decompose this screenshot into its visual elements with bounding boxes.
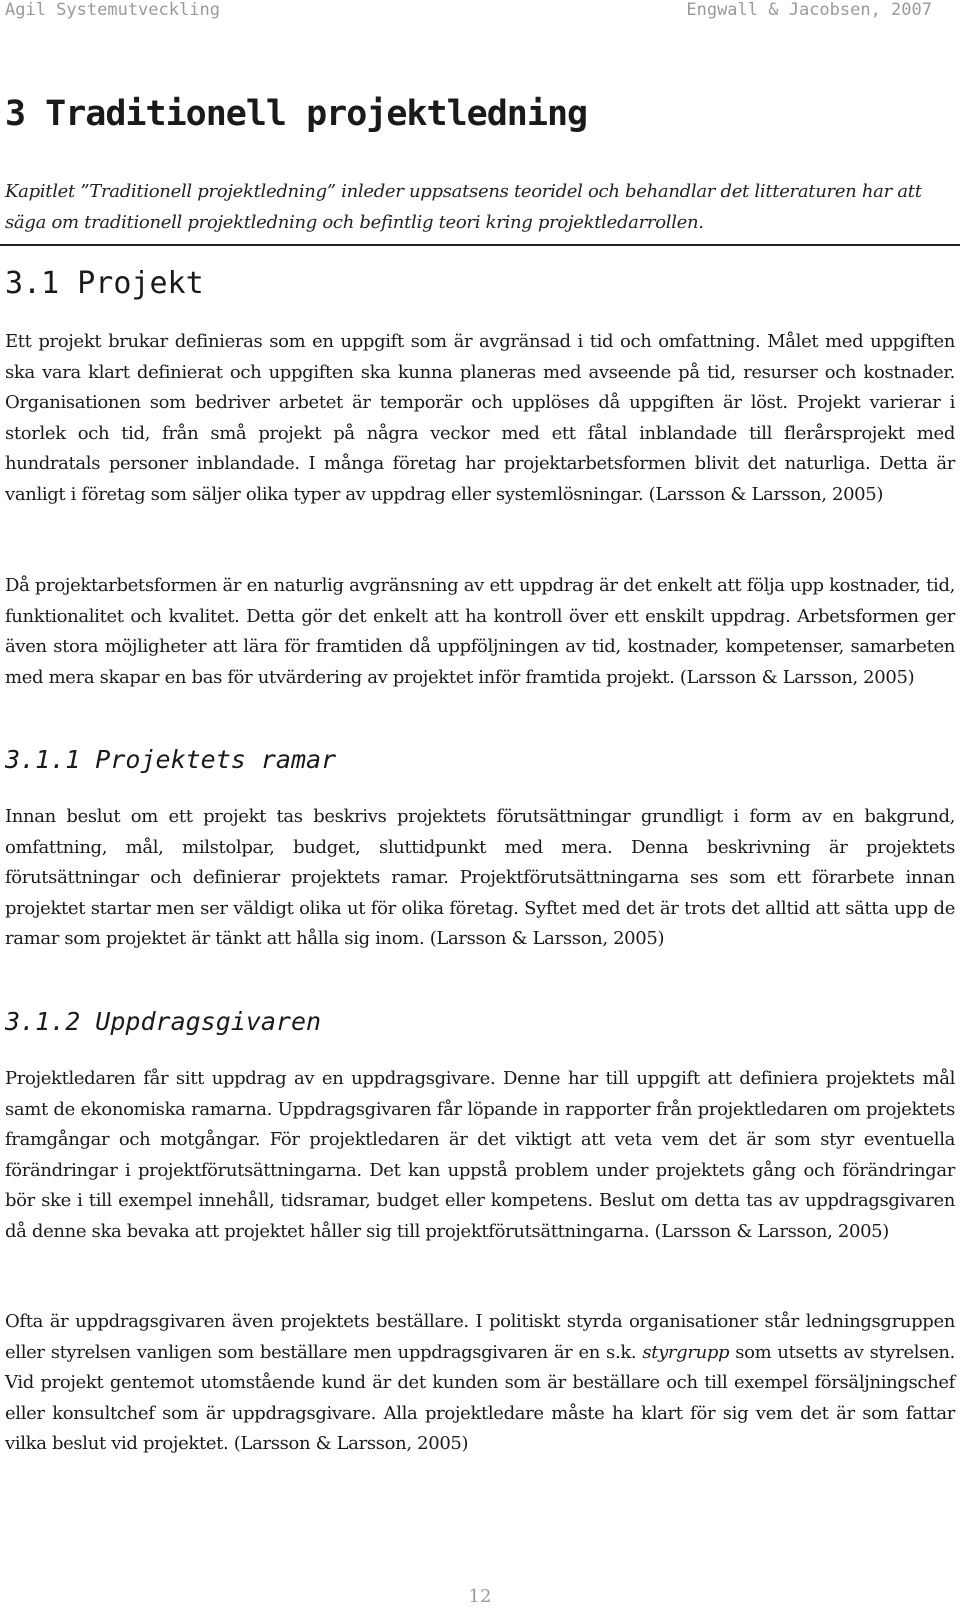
chapter-abstract: Kapitlet ”Traditionell projektledning” inleder uppsatsens teoridel och behandlar det litteraturen har att säga om traditionell projektledning och befintlig teori kring projektledarrollen.	[5, 181, 922, 233]
subsection-title-projektets-ramar: 3.1.1 Projektets ramar	[5, 745, 337, 774]
subsection-title-uppdragsgivaren: 3.1.2 Uppdragsgivaren	[5, 1007, 322, 1036]
paragraph-text: Ofta är uppdragsgivaren även projektets beställare. I politiskt styrda organisationer står ledningsgruppen eller styrelsen vanligen som beställare men uppdragsgivaren är en s.k.	[5, 1311, 955, 1363]
paragraph: Projektledaren får sitt uppdrag av en uppdragsgivare. Denne har till uppgift att definiera projektets mål samt de ekonomiska ramarna. Uppdragsgivaren får löpande in rapporter från projektledaren om projektets framgångar och motgångar. För projektledaren är det viktigt att veta vem det är som styr eventuella förändringar i projektförutsättningarna. Det kan uppstå problem under projektets gång och förändringar bör ske i till exempel innehåll, tidsramar, budget eller kompetens. Beslut om detta tas av uppdragsgivaren då denne ska bevaka att projektet håller sig till projektförutsättningarna. (Larsson & Larsson, 2005)	[5, 1068, 955, 1242]
header-authors: Engwall & Jacobsen, 2007	[686, 0, 932, 20]
section-divider	[0, 244, 960, 246]
chapter-title: 3 Traditionell projektledning	[5, 94, 588, 134]
emphasized-term: styrgrupp	[642, 1341, 730, 1363]
paragraph-text: som utsetts av styrelsen. Vid projekt gentemot utomstående kund är det kunden som är beställare och till exempel försäljningschef eller konsultchef som är uppdragsgivare. Alla projektledare måste ha klart för sig vem det är som fattar vilka beslut vid projektet. (Larsson & Larsson, 2005)	[5, 1341, 956, 1455]
paragraph: Ett projekt brukar definieras som en uppgift som är avgränsad i tid och omfattning. Målet med uppgiften ska vara klart definierat och uppgiften ska kunna planeras med avseende på tid, resurser och kostnader. Organisationen som bedriver arbetet är temporär och upplöses då uppgiften är löst. Projekt varierar i storlek och tid, från små projekt på några veckor med ett fåtal inblandade till flerårsprojekt med hundratals personer inblandade. I många företag har projektarbetsformen blivit det naturliga. Detta är vanligt i företag som säljer olika typer av uppdrag eller systemlösningar. (Larsson & Larsson, 2005)	[5, 331, 955, 505]
paragraph: Innan beslut om ett projekt tas beskrivs projektets förutsättningar grundligt i form av en bakgrund, omfattning, mål, milstolpar, budget, sluttidpunkt med mera. Denna beskrivning är projektets förutsättningar och definierar projektets ramar. Projektförutsättningarna ses som ett förarbete innan projektet startar men ser väldigt olika ut för olika företag. Syftet med det är trots det alltid att sätta upp de ramar som projektet är tänkt att hålla sig inom. (Larsson & Larsson, 2005)	[5, 806, 955, 950]
header-title: Agil Systemutveckling	[5, 0, 220, 20]
paragraph	[5, 1307, 955, 1460]
section-title-projekt: 3.1 Projekt	[5, 266, 204, 301]
page-number: 12	[468, 1586, 492, 1607]
paragraph: Då projektarbetsformen är en naturlig avgränsning av ett uppdrag är det enkelt att följa upp kostnader, tid, funktionalitet och kvalitet. Detta gör det enkelt att ha kontroll över ett enskilt uppdrag. Arbetsformen ger även stora möjligheter att lära för framtiden då uppföljningen av tid, kostnader, kompetenser, samarbeten med mera skapar en bas för utvärdering av projektet inför framtida projekt. (Larsson & Larsson, 2005)	[5, 575, 955, 688]
running-header	[5, 0, 932, 24]
